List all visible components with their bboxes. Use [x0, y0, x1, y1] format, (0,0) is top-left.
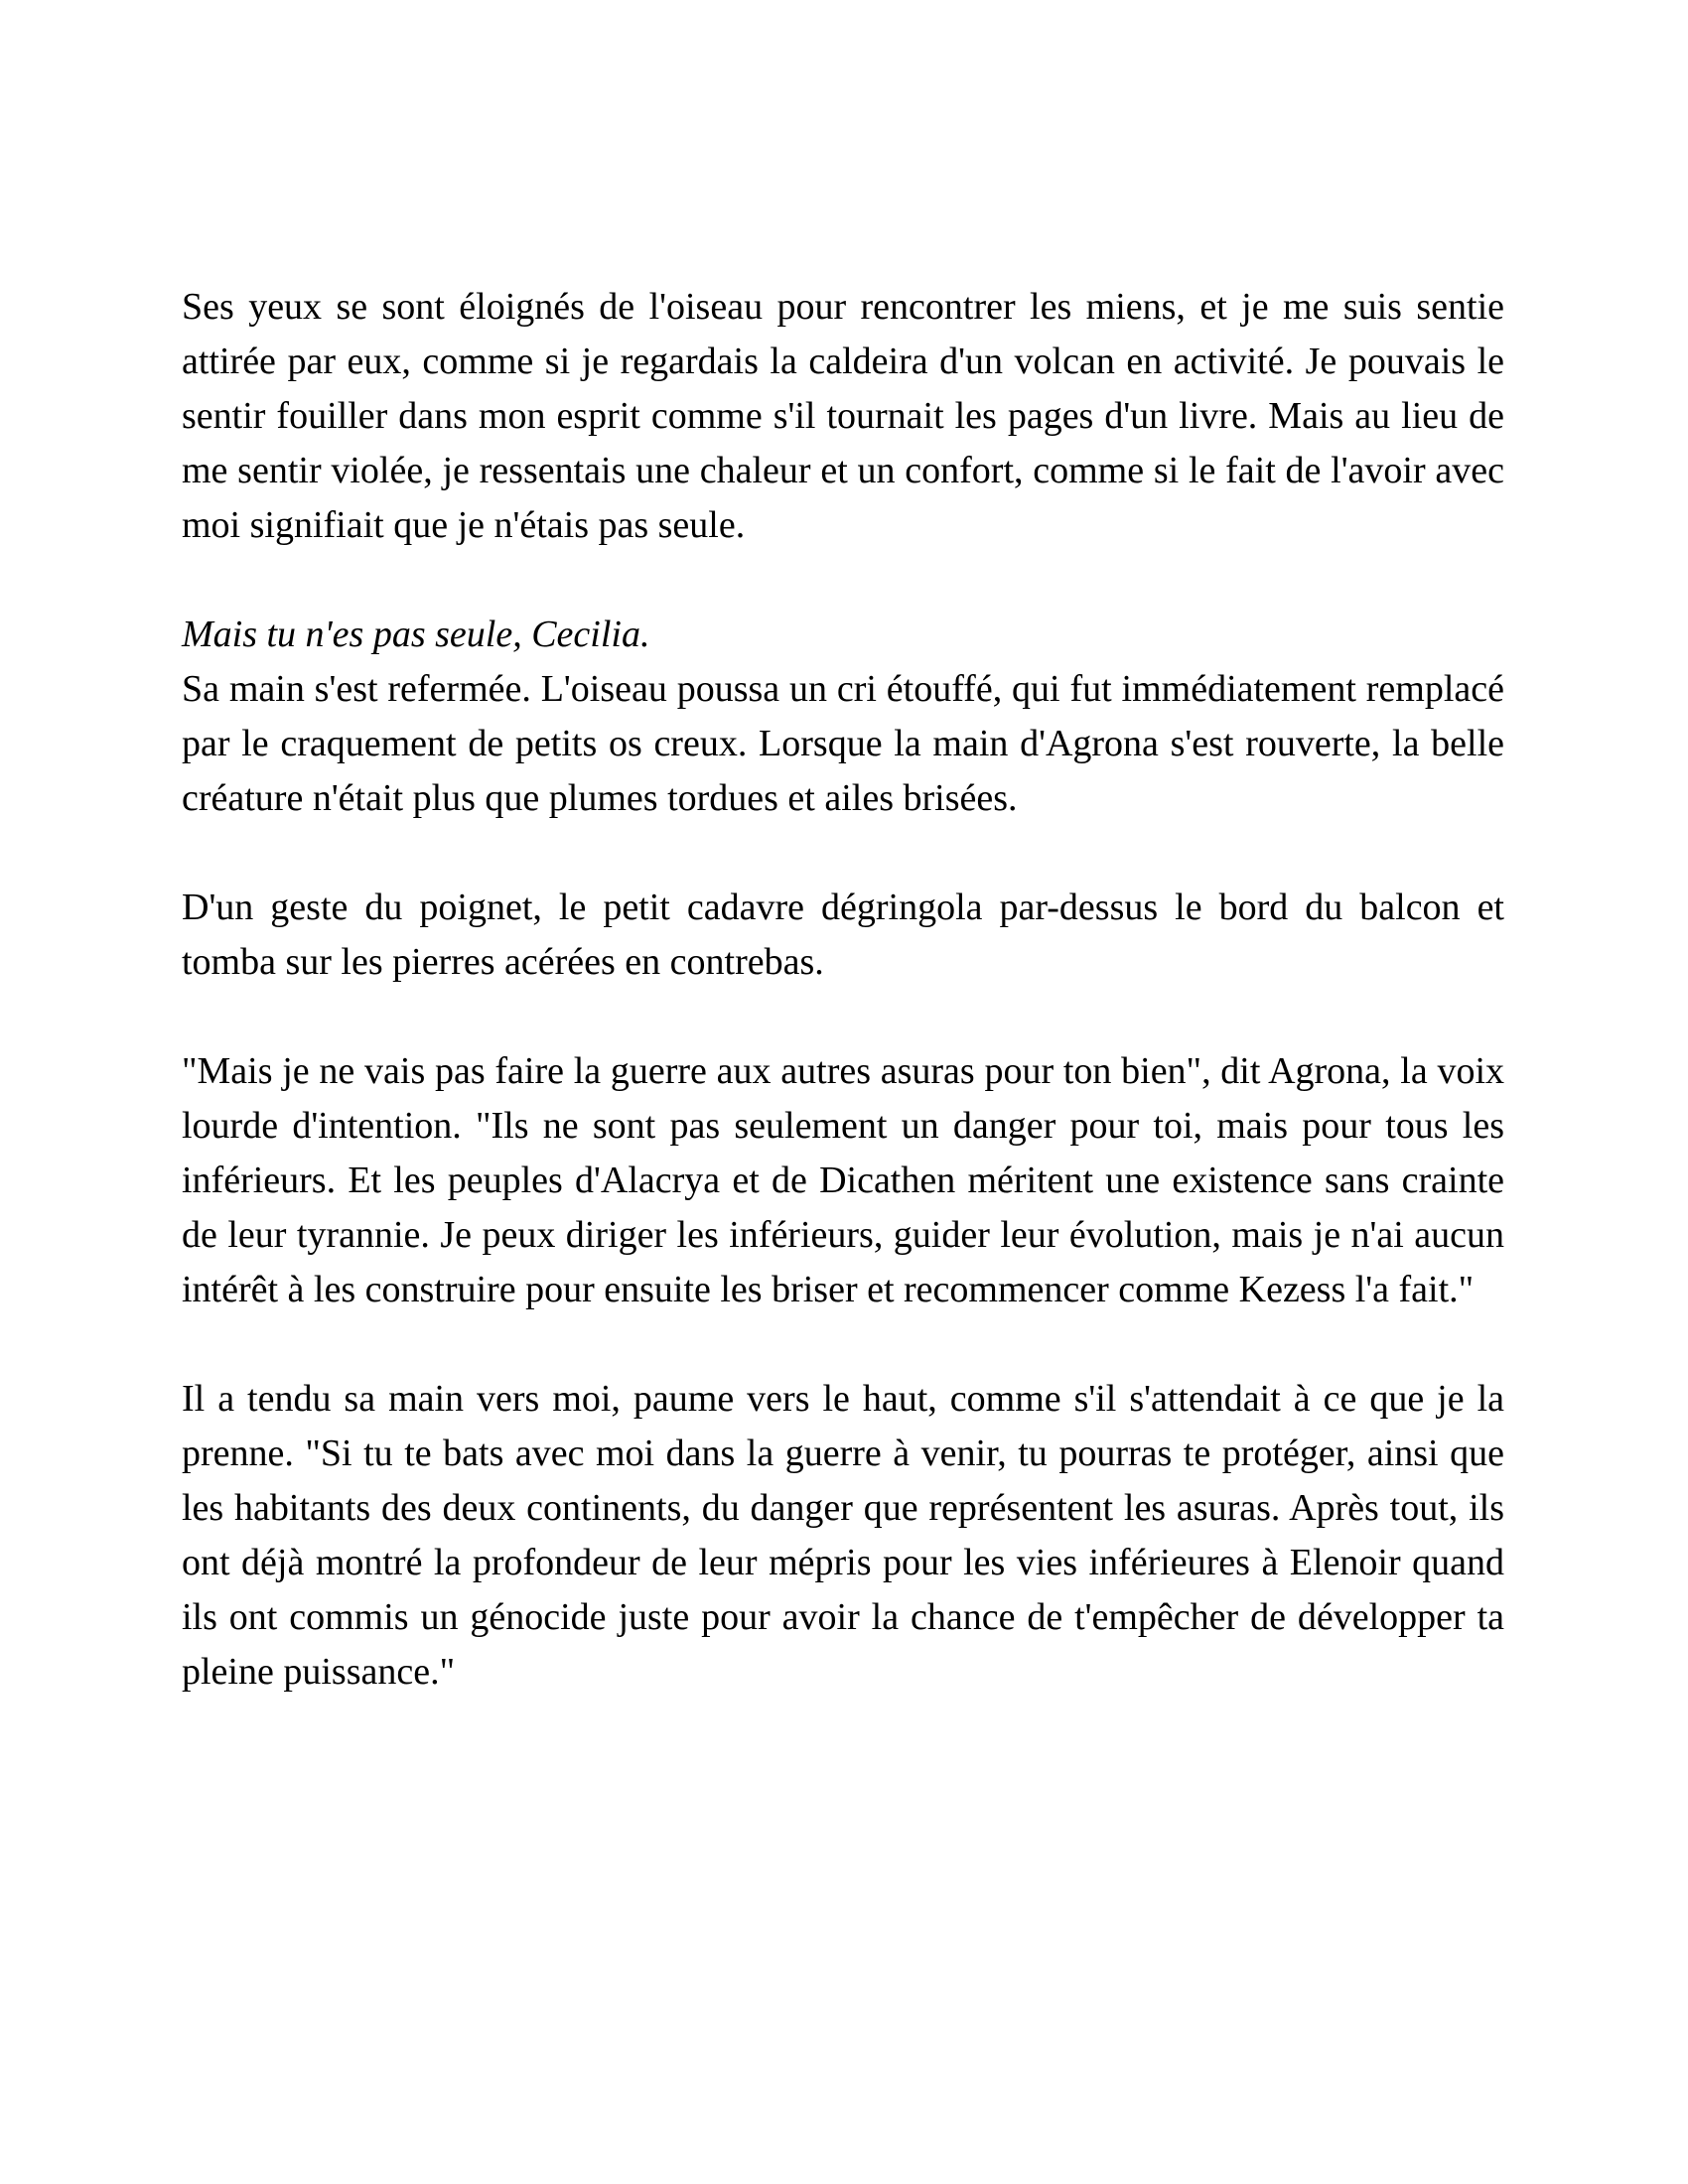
paragraph-dialogue-1: "Mais je ne vais pas faire la guerre aux autres asuras pour ton bien", dit Agrona, la voix lourde d'intention. "Ils ne sont pas seulement un danger pour toi, mais pour tous les inférieurs. Et les peuples d'Alacrya et de Dicathen méritent une existence sans crainte de leur tyrannie. Je peux diriger les inférieurs, guider leur évolution, mais je n'ai aucun intérêt à les construire pour ensuite les briser et recommencer comme Kezess l'a fait." [182, 1050, 1504, 1310]
paragraph-narration-2: Sa main s'est refermée. L'oiseau poussa un cri étouffé, qui fut immédiatement remplacé par le craquement de petits os creux. Lorsque la main d'Agrona s'est rouverte, la belle créature n'était plus que plumes tordues et ailes brisées. [182, 668, 1504, 819]
paragraph-narration-1: Ses yeux se sont éloignés de l'oiseau pour rencontrer les miens, et je me suis sentie attirée par eux, comme si je regardais la caldeira d'un volcan en activité. Je pouvais le sentir fouiller dans mon esprit comme s'il tournait les pages d'un livre. Mais au lieu de me sentir violée, je ressentais une chaleur et un confort, comme si le fait de l'avoir avec moi signifiait que je n'étais pas seule. [182, 286, 1504, 546]
paragraph-dialogue-2: Il a tendu sa main vers moi, paume vers le haut, comme s'il s'attendait à ce que je la prenne. "Si tu te bats avec moi dans la guerre à venir, tu pourras te protéger, ainsi que les habitants des deux continents, du danger que représentent les asuras. Après tout, ils ont déjà montré la profondeur de leur mépris pour les vies inférieures à Elenoir quand ils ont commis un génocide juste pour avoir la chance de t'empêcher de développer ta pleine puissance." [182, 1378, 1504, 1693]
text-column [182, 280, 1504, 1754]
italic-thought-line: Mais tu n'es pas seule, Cecilia. [182, 614, 650, 655]
paragraph-narration-3: D'un geste du poignet, le petit cadavre dégringola par-dessus le bord du balcon et tomba sur les pierres acérées en contrebas. [182, 887, 1504, 983]
